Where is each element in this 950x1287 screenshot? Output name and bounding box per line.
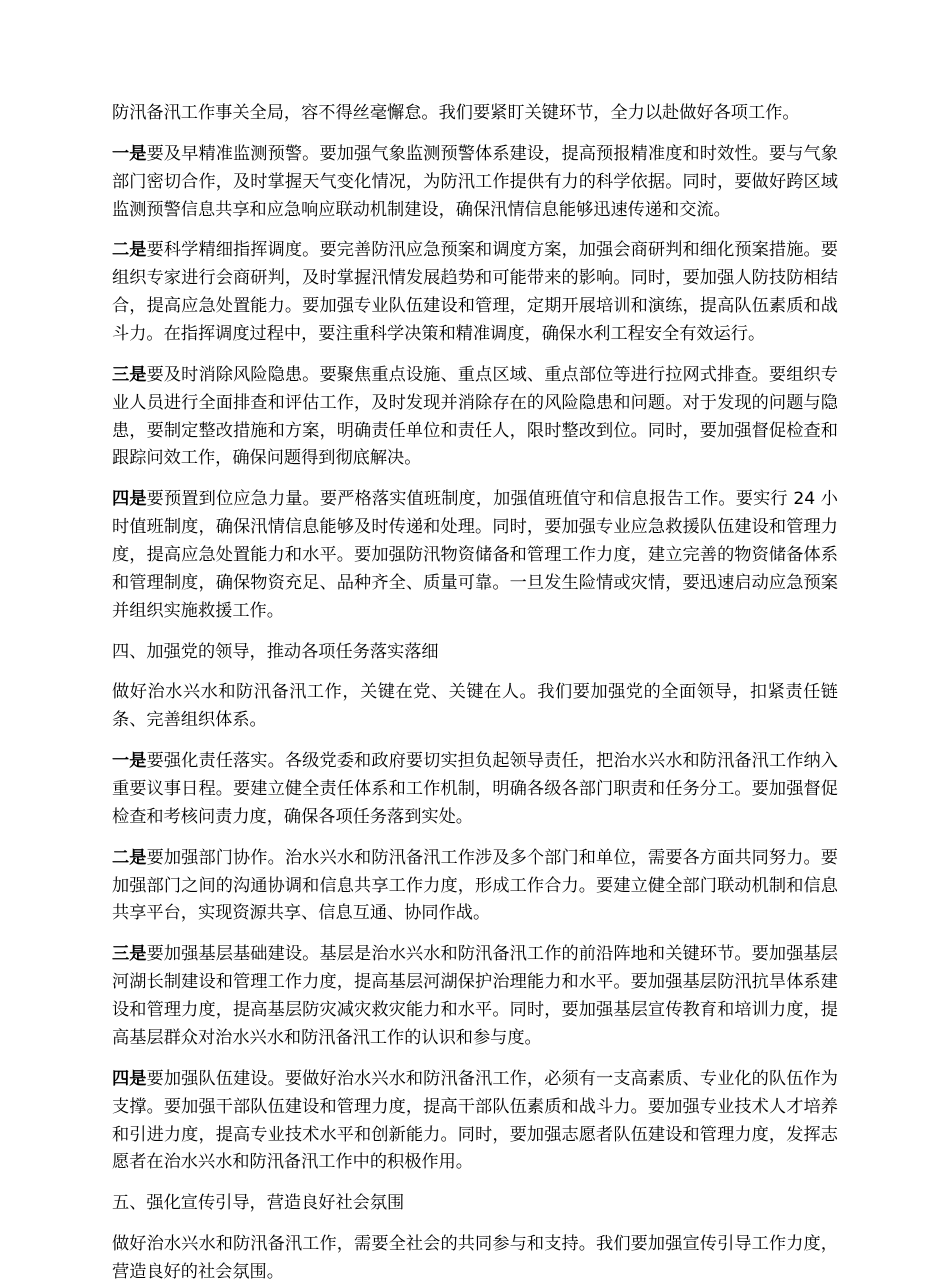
paragraph bbox=[112, 100, 838, 128]
section-heading-text: 五、强化宣传引导，营造良好社会氛围 bbox=[112, 1193, 405, 1214]
paragraph bbox=[112, 237, 838, 348]
paragraph-label: 二是 bbox=[112, 240, 147, 261]
paragraph-label: 三是 bbox=[112, 364, 147, 385]
paragraph bbox=[112, 141, 838, 225]
paragraph-label: 一是 bbox=[112, 143, 147, 164]
paragraph bbox=[112, 486, 838, 625]
paragraph-text: 要及时消除风险隐患。要聚焦重点设施、重点区域、重点部位等进行拉网式排查。要组织专业人员进行全面排查和评估工作，及时发现并消除存在的风险隐患和问题。对于发现的问题与隐患，要制定整改措施和方案，明确责任单位和责任人，限时整改到位。同时，要加强督促检查和跟踪问效工作，确保问题得到彻底解决。 bbox=[112, 364, 838, 469]
paragraph bbox=[112, 362, 838, 473]
paragraph-text: 要及早精准监测预警。要加强气象监测预警体系建设，提高预报精准度和时效性。要与气象部门密切合作，及时掌握天气变化情况，为防汛工作提供有力的科学依据。同时，要做好跨区域监测预警信息共享和应急响应联动机制建设，确保汛情信息能够迅速传递和交流。 bbox=[112, 143, 838, 220]
paragraph-text: 要加强部门协作。治水兴水和防汛备汛工作涉及多个部门和单位，需要各方面共同努力。要加强部门之间的沟通协调和信息共享工作力度，形成工作合力。要建立健全部门联动机制和信息共享平台，实现资源共享、信息互通、协同作战。 bbox=[112, 847, 838, 924]
paragraph-label: 三是 bbox=[112, 944, 147, 965]
paragraph-label: 四是 bbox=[112, 489, 147, 510]
paragraph bbox=[112, 845, 838, 929]
paragraph-label: 四是 bbox=[112, 1068, 147, 1089]
section-heading-text: 四、加强党的领导，推动各项任务落实落细 bbox=[112, 641, 439, 662]
paragraph bbox=[112, 748, 838, 832]
paragraph bbox=[112, 1231, 838, 1287]
paragraph-text: 要强化责任落实。各级党委和政府要切实担负起领导责任，把治水兴水和防汛备汛工作纳入重要议事日程。要建立健全责任体系和工作机制，明确各级各部门职责和任务分工。要加强督促检查和考核问责力度，确保各项任务落到实处。 bbox=[112, 751, 838, 827]
section-heading bbox=[112, 1190, 838, 1218]
paragraph-label: 二是 bbox=[112, 847, 147, 868]
paragraph-text: 要科学精细指挥调度。要完善防汛应急预案和调度方案，加强会商研判和细化预案措施。要组织专家进行会商研判，及时掌握汛情发展趋势和可能带来的影响。同时，要加强人防技防相结合，提高应急处置能力。要加强专业队伍建设和管理，定期开展培训和演练，提高队伍素质和战斗力。在指挥调度过程中，要注重科学决策和精准调度，确保水利工程安全有效运行。 bbox=[112, 240, 838, 345]
paragraph-text: 要预置到位应急力量。要严格落实值班制度，加强值班值守和信息报告工作。要实行 24 小时值班制度，确保汛情信息能够及时传递和处理。同时，要加强专业应急救援队伍建设和管理力度，提高应急处置能力和水平。要加强防汛物资储备和管理工作力度，建立完善的物资储备体系和管理制度，确保物资充足、品种齐全、质量可靠。一旦发生险情或灾情，要迅速启动应急预案并组织实施救援工作。 bbox=[112, 489, 838, 621]
paragraph-label: 一是 bbox=[112, 751, 147, 772]
section-heading bbox=[112, 639, 838, 667]
paragraph-text: 做好治水兴水和防汛备汛工作，需要全社会的共同参与和支持。我们要加强宣传引导工作力度，营造良好的社会氛围。 bbox=[112, 1234, 838, 1282]
paragraph-text: 做好治水兴水和防汛备汛工作，关键在党、关键在人。我们要加强党的全面领导，扣紧责任链条、完善组织体系。 bbox=[112, 682, 838, 731]
paragraph-text: 要加强基层基础建设。基层是治水兴水和防汛备汛工作的前沿阵地和关键环节。要加强基层河湖长制建设和管理工作力度，提高基层河湖保护治理能力和水平。要加强基层防汛抗旱体系建设和管理力度，提高基层防灾减灾救灾能力和水平。同时，要加强基层宣传教育和培训力度，提高基层群众对治水兴水和防汛备汛工作的认识和参与度。 bbox=[112, 944, 838, 1048]
paragraph bbox=[112, 941, 838, 1052]
document-body bbox=[112, 100, 838, 1287]
paragraph bbox=[112, 679, 838, 735]
paragraph-text: 防汛备汛工作事关全局，容不得丝毫懈怠。我们要紧盯关键环节，全力以赴做好各项工作。 bbox=[112, 103, 800, 123]
paragraph-text: 要加强队伍建设。要做好治水兴水和防汛备汛工作，必须有一支高素质、专业化的队伍作为支撑。要加强干部队伍建设和管理力度，提高干部队伍素质和战斗力。要加强专业技术人才培养和引进力度，提高专业技术水平和创新能力。同时，要加强志愿者队伍建设和管理力度，发挥志愿者在治水兴水和防汛备汛工作中的积极作用。 bbox=[112, 1068, 838, 1173]
paragraph bbox=[112, 1066, 838, 1177]
